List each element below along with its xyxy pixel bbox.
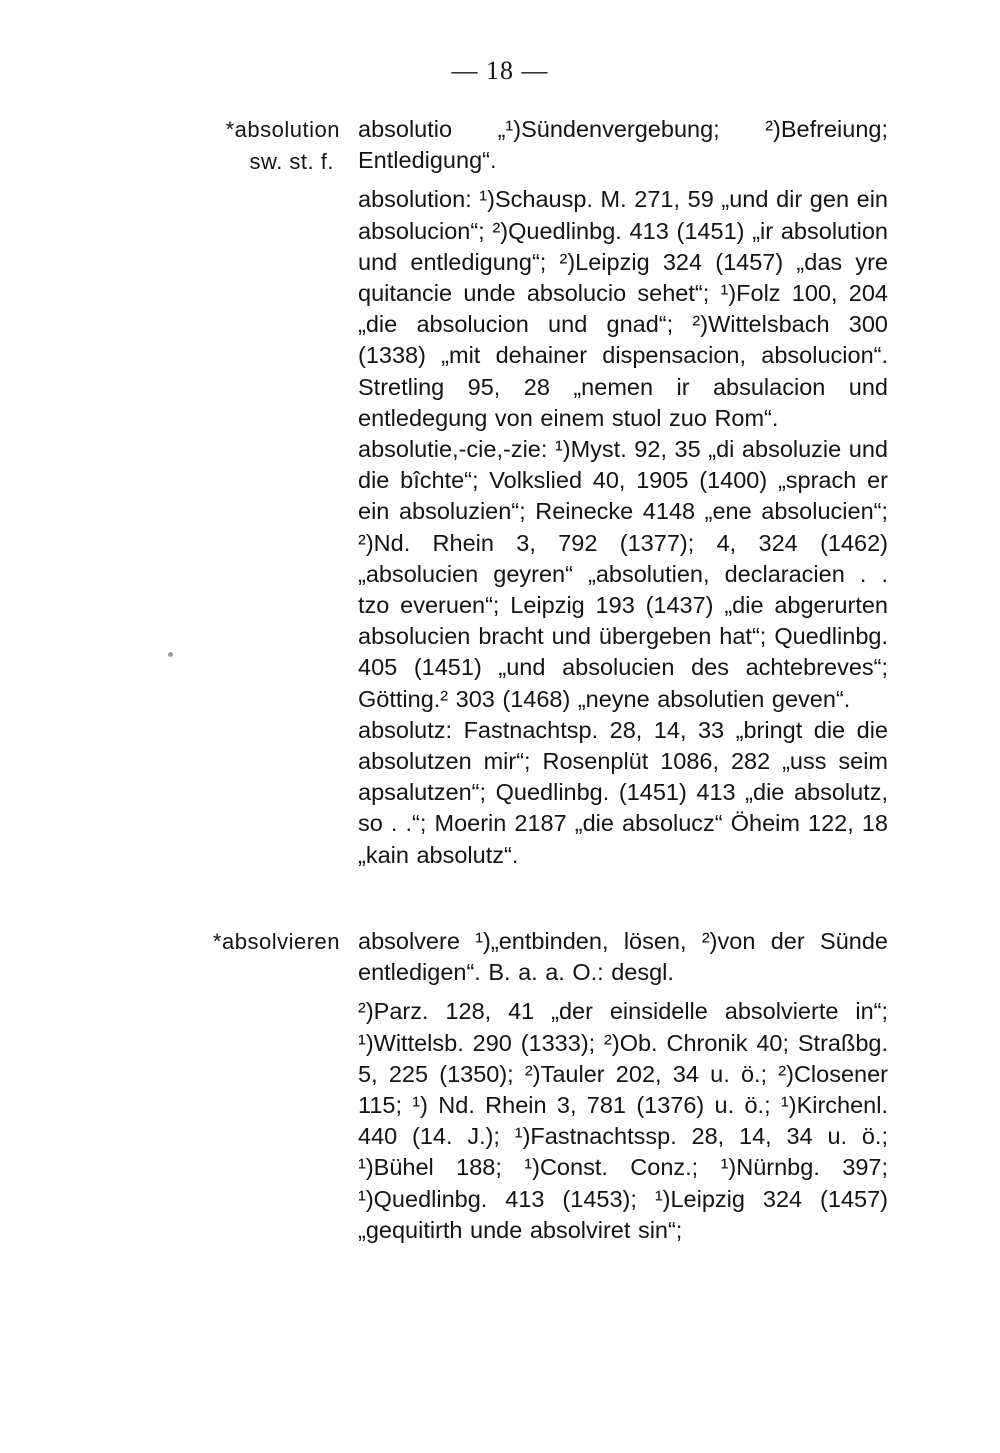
citation-paragraph: absolution: ¹)Schausp. M. 271, 59 „und dir gen ein absolucion“; ²)Quedlinbg. 413 (1451) „ir absolution und entledigung“; ²)Leipzig 324 (1457) „das yre quitancie unde absolucio sehet“; ¹)Folz 100, 204 „die absolucion und gnad“; ²)Wittelsbach 300 (1338) „mit dehainer dispensacion, absolucion“. Stretling 95, 28 „nemen ir absulacion und entledegung von einem stuol zuo Rom“. [358,186,888,431]
citation-paragraph: ²)Parz. 128, 41 „der einsidelle absolvierte in“; ¹)Wittelsb. 290 (1333); ²)Ob. Chronik 40; Straßbg. 5, 225 (1350); ²)Tauler 202, 34 u. ö.; ²)Closener 115; ¹) Nd. Rhein 3, 781 (1376) u. ö.; ¹)Kirchenl. 440 (14. J.); ¹)Fastnachtssp. 28, 14, 34 u. ö.; ¹)Bühel 188; ¹)Const. Conz.; ¹)Nürnbg. 397; ¹)Quedlinbg. 413 (1453); ¹)Leipzig 324 (1457) „gequitirth unde absolviret sin“; [358,998,888,1243]
definition-paragraph: absolutio „¹)Sündenvergebung; ²)Befreiung; Entledigung“. [358,116,888,174]
grammar-label: sw. st. f. [249,149,334,174]
citation-paragraph: absolutz: Fastnachtsp. 28, 14, 33 „bringt die die absolutzen mir“; Rosenplüt 1086, 282 „uss seim apsalutzen“; Quedlinbg. (1451) 413 „die absolutz, so . .“; Moerin 2187 „die absolucz“ Öheim 122, 18 „kain absolutz“. [358,716,888,868]
citation-paragraph: absolutie,-cie,-zie: ¹)Myst. 92, 35 „di absoluzie und die bîchte“; Volkslied 40, 1905 (1400) „sprach er ein absoluzien“; Reinecke 4148 „ene absolucien“; ²)Nd. Rhein 3, 792 (1377); 4, 324 (1462) „absolucien geyren“ „absolutien, declaracien . . tzo everuen“; Leipzig 193 (1437) „die abgerurten absolucien bracht und übergeben hat“; Quedlinbg. 405 (1451) „und absolucien des achtebreves“; Götting.² 303 (1468) „neyne absolutien geven“. [358,436,888,712]
entry-absolvieren-body [358,926,888,1246]
definition-paragraph: absolvere ¹)„entbinden, lösen, ²)von der Sünde entledigen“. B. a. a. O.: desgl. [358,928,888,986]
margin-speck [168,652,173,657]
entry-absolution-body [358,114,888,871]
headword-label: *absolution [225,117,340,142]
headword-absolution [226,114,340,178]
headword-absolvieren [213,926,340,958]
page-number: — 18 — [451,56,549,85]
headword-label: *absolvieren [212,929,340,954]
